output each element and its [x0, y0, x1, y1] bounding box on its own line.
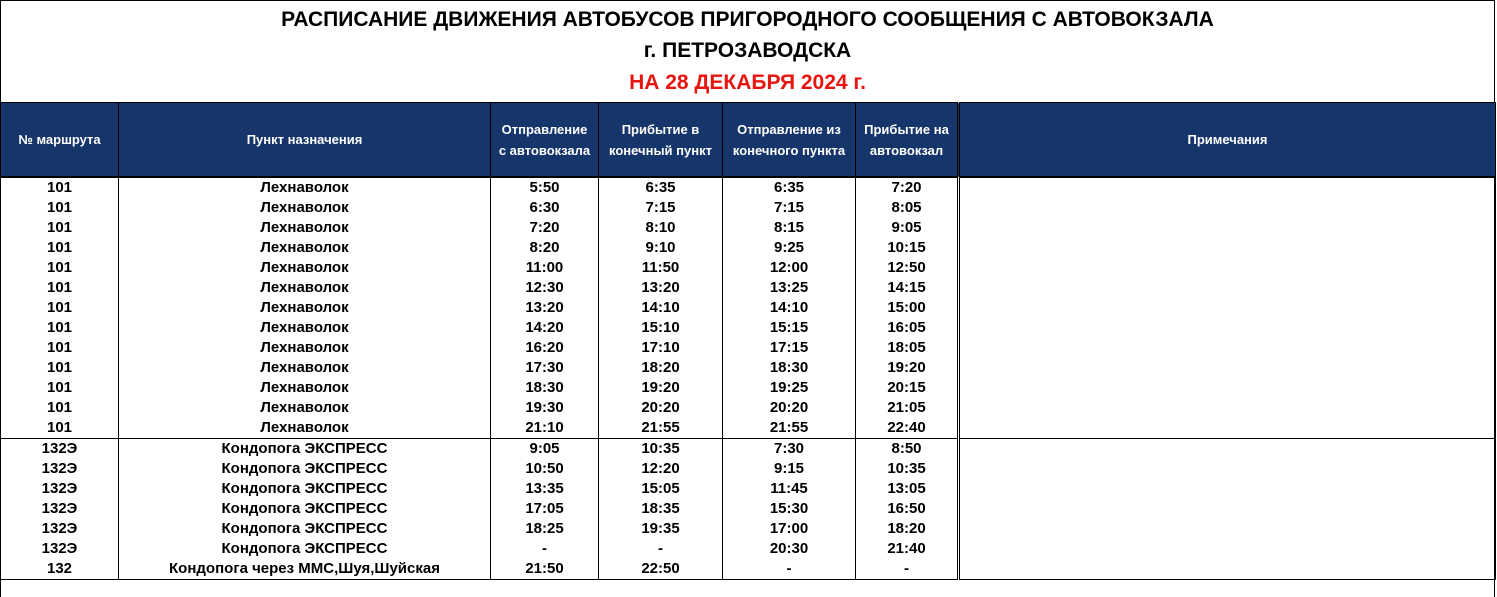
table-row: [1, 378, 1496, 398]
notes-cell: [959, 398, 1496, 418]
notes-cell: [959, 198, 1496, 218]
notes-cell: [959, 258, 1496, 278]
arrival-station-cell: 20:15: [856, 378, 959, 398]
departure-station-cell: 18:25: [491, 519, 599, 539]
table-row: [1, 238, 1496, 258]
departure-station-cell: 8:20: [491, 238, 599, 258]
header-notes: Примечания: [959, 103, 1496, 178]
header-arrival-endpoint: Прибытие в конечный пункт: [599, 103, 723, 178]
arrival-endpoint-cell: 6:35: [599, 177, 723, 198]
table-row: [1, 418, 1496, 439]
departure-station-cell: 16:20: [491, 338, 599, 358]
departure-station-cell: 21:10: [491, 418, 599, 439]
departure-endpoint-cell: 18:30: [723, 358, 856, 378]
destination-cell: Лехнаволок: [119, 278, 491, 298]
arrival-station-cell: 18:05: [856, 338, 959, 358]
route-cell: 101: [1, 218, 119, 238]
route-cell: 101: [1, 278, 119, 298]
departure-station-cell: 17:05: [491, 499, 599, 519]
departure-station-cell: 21:50: [491, 559, 599, 580]
table-row: [1, 177, 1496, 198]
departure-endpoint-cell: 17:15: [723, 338, 856, 358]
arrival-endpoint-cell: 8:10: [599, 218, 723, 238]
table-header-row: [1, 103, 1496, 178]
departure-station-cell: 13:35: [491, 479, 599, 499]
arrival-station-cell: 12:50: [856, 258, 959, 278]
table-row: [1, 198, 1496, 218]
arrival-endpoint-cell: 19:20: [599, 378, 723, 398]
table-row: [1, 439, 1496, 460]
route-cell: 101: [1, 358, 119, 378]
notes-cell: [959, 499, 1496, 519]
table-row: [1, 278, 1496, 298]
table-row: [1, 539, 1496, 559]
route-cell: 101: [1, 198, 119, 218]
notes-cell: [959, 479, 1496, 499]
destination-cell: Лехнаволок: [119, 398, 491, 418]
arrival-station-cell: -: [856, 559, 959, 580]
notes-cell: [959, 418, 1496, 439]
table-row: [1, 499, 1496, 519]
arrival-station-cell: 22:40: [856, 418, 959, 439]
departure-endpoint-cell: -: [723, 559, 856, 580]
departure-station-cell: 12:30: [491, 278, 599, 298]
destination-cell: Кондопога ЭКСПРЕСС: [119, 479, 491, 499]
route-cell: 132Э: [1, 539, 119, 559]
departure-endpoint-cell: 8:15: [723, 218, 856, 238]
departure-endpoint-cell: 9:25: [723, 238, 856, 258]
arrival-endpoint-cell: 15:10: [599, 318, 723, 338]
destination-cell: Кондопога ЭКСПРЕСС: [119, 459, 491, 479]
notes-cell: [959, 238, 1496, 258]
arrival-endpoint-cell: -: [599, 539, 723, 559]
route-cell: 101: [1, 398, 119, 418]
route-cell: 101: [1, 338, 119, 358]
table-row: [1, 358, 1496, 378]
route-cell: 101: [1, 258, 119, 278]
destination-cell: Лехнаволок: [119, 177, 491, 198]
arrival-endpoint-cell: 18:35: [599, 499, 723, 519]
departure-station-cell: 6:30: [491, 198, 599, 218]
destination-cell: Кондопога через ММС,Шуя,Шуйская: [119, 559, 491, 580]
notes-cell: [959, 298, 1496, 318]
arrival-station-cell: 15:00: [856, 298, 959, 318]
arrival-endpoint-cell: 19:35: [599, 519, 723, 539]
departure-endpoint-cell: 19:25: [723, 378, 856, 398]
header-destination: Пункт назначения: [119, 103, 491, 178]
arrival-endpoint-cell: 21:55: [599, 418, 723, 439]
header-arrival-station: Прибытие на автовокзал: [856, 103, 959, 178]
notes-cell: [959, 338, 1496, 358]
table-row: [1, 479, 1496, 499]
arrival-station-cell: 21:40: [856, 539, 959, 559]
table-row: [1, 398, 1496, 418]
route-cell: 101: [1, 298, 119, 318]
departure-station-cell: 5:50: [491, 177, 599, 198]
route-cell: 132Э: [1, 519, 119, 539]
arrival-endpoint-cell: 11:50: [599, 258, 723, 278]
arrival-station-cell: 19:20: [856, 358, 959, 378]
route-cell: 132Э: [1, 459, 119, 479]
departure-endpoint-cell: 20:20: [723, 398, 856, 418]
departure-endpoint-cell: 11:45: [723, 479, 856, 499]
table-row: [1, 218, 1496, 238]
departure-station-cell: 13:20: [491, 298, 599, 318]
departure-endpoint-cell: 12:00: [723, 258, 856, 278]
arrival-station-cell: 10:15: [856, 238, 959, 258]
notes-cell: [959, 177, 1496, 198]
arrival-endpoint-cell: 7:15: [599, 198, 723, 218]
departure-endpoint-cell: 17:00: [723, 519, 856, 539]
arrival-station-cell: 8:05: [856, 198, 959, 218]
table-row: [1, 258, 1496, 278]
arrival-endpoint-cell: 12:20: [599, 459, 723, 479]
destination-cell: Лехнаволок: [119, 198, 491, 218]
destination-cell: Лехнаволок: [119, 298, 491, 318]
departure-endpoint-cell: 21:55: [723, 418, 856, 439]
departure-station-cell: 10:50: [491, 459, 599, 479]
departure-station-cell: 17:30: [491, 358, 599, 378]
destination-cell: Лехнаволок: [119, 258, 491, 278]
notes-cell: [959, 358, 1496, 378]
arrival-endpoint-cell: 15:05: [599, 479, 723, 499]
arrival-endpoint-cell: 13:20: [599, 278, 723, 298]
arrival-station-cell: 21:05: [856, 398, 959, 418]
destination-cell: Лехнаволок: [119, 218, 491, 238]
destination-cell: Лехнаволок: [119, 338, 491, 358]
notes-cell: [959, 439, 1496, 460]
destination-cell: Лехнаволок: [119, 238, 491, 258]
arrival-station-cell: 13:05: [856, 479, 959, 499]
route-cell: 101: [1, 418, 119, 439]
route-cell: 101: [1, 318, 119, 338]
notes-cell: [959, 218, 1496, 238]
departure-endpoint-cell: 14:10: [723, 298, 856, 318]
notes-cell: [959, 278, 1496, 298]
route-cell: 101: [1, 378, 119, 398]
departure-endpoint-cell: 9:15: [723, 459, 856, 479]
arrival-station-cell: 7:20: [856, 177, 959, 198]
route-cell: 132Э: [1, 439, 119, 460]
destination-cell: Лехнаволок: [119, 418, 491, 439]
departure-station-cell: 14:20: [491, 318, 599, 338]
departure-endpoint-cell: 7:15: [723, 198, 856, 218]
departure-station-cell: 11:00: [491, 258, 599, 278]
arrival-endpoint-cell: 9:10: [599, 238, 723, 258]
departure-endpoint-cell: 6:35: [723, 177, 856, 198]
table-row: [1, 338, 1496, 358]
arrival-endpoint-cell: 20:20: [599, 398, 723, 418]
arrival-endpoint-cell: 17:10: [599, 338, 723, 358]
notes-cell: [959, 559, 1496, 580]
arrival-endpoint-cell: 10:35: [599, 439, 723, 460]
arrival-endpoint-cell: 14:10: [599, 298, 723, 318]
departure-station-cell: 19:30: [491, 398, 599, 418]
table-row: [1, 459, 1496, 479]
destination-cell: Кондопога ЭКСПРЕСС: [119, 519, 491, 539]
departure-station-cell: 7:20: [491, 218, 599, 238]
header-departure-station: Отправление с автовокзала: [491, 103, 599, 178]
route-cell: 132Э: [1, 499, 119, 519]
departure-endpoint-cell: 15:15: [723, 318, 856, 338]
table-row: [1, 298, 1496, 318]
departure-station-cell: 9:05: [491, 439, 599, 460]
header-route: № маршрута: [1, 103, 119, 178]
arrival-endpoint-cell: 22:50: [599, 559, 723, 580]
departure-endpoint-cell: 20:30: [723, 539, 856, 559]
route-cell: 101: [1, 238, 119, 258]
notes-cell: [959, 539, 1496, 559]
destination-cell: Кондопога ЭКСПРЕСС: [119, 499, 491, 519]
departure-endpoint-cell: 7:30: [723, 439, 856, 460]
table-row: [1, 519, 1496, 539]
destination-cell: Лехнаволок: [119, 358, 491, 378]
arrival-station-cell: 18:20: [856, 519, 959, 539]
table-row: [1, 559, 1496, 580]
header-departure-endpoint: Отправление из конечного пункта: [723, 103, 856, 178]
title-block: [1, 1, 1494, 102]
destination-cell: Кондопога ЭКСПРЕСС: [119, 439, 491, 460]
route-cell: 101: [1, 177, 119, 198]
route-cell: 132: [1, 559, 119, 580]
table-row: [1, 318, 1496, 338]
departure-station-cell: 18:30: [491, 378, 599, 398]
notes-cell: [959, 519, 1496, 539]
notes-cell: [959, 459, 1496, 479]
arrival-station-cell: 14:15: [856, 278, 959, 298]
page-title: РАСПИСАНИЕ ДВИЖЕНИЯ АВТОБУСОВ ПРИГОРОДНОГО СООБЩЕНИЯ С АВТОВОКЗАЛА: [281, 8, 1214, 31]
notes-cell: [959, 318, 1496, 338]
arrival-station-cell: 9:05: [856, 218, 959, 238]
destination-cell: Лехнаволок: [119, 378, 491, 398]
departure-endpoint-cell: 13:25: [723, 278, 856, 298]
departure-endpoint-cell: 15:30: [723, 499, 856, 519]
destination-cell: Лехнаволок: [119, 318, 491, 338]
arrival-station-cell: 16:50: [856, 499, 959, 519]
schedule-table: [0, 102, 1496, 580]
arrival-station-cell: 16:05: [856, 318, 959, 338]
arrival-station-cell: 8:50: [856, 439, 959, 460]
destination-cell: Кондопога ЭКСПРЕСС: [119, 539, 491, 559]
page-subtitle-city: г. ПЕТРОЗАВОДСКА: [643, 39, 852, 62]
route-cell: 132Э: [1, 479, 119, 499]
page-date: НА 28 ДЕКАБРЯ 2024 г.: [629, 71, 866, 94]
arrival-station-cell: 10:35: [856, 459, 959, 479]
arrival-endpoint-cell: 18:20: [599, 358, 723, 378]
notes-cell: [959, 378, 1496, 398]
departure-station-cell: -: [491, 539, 599, 559]
